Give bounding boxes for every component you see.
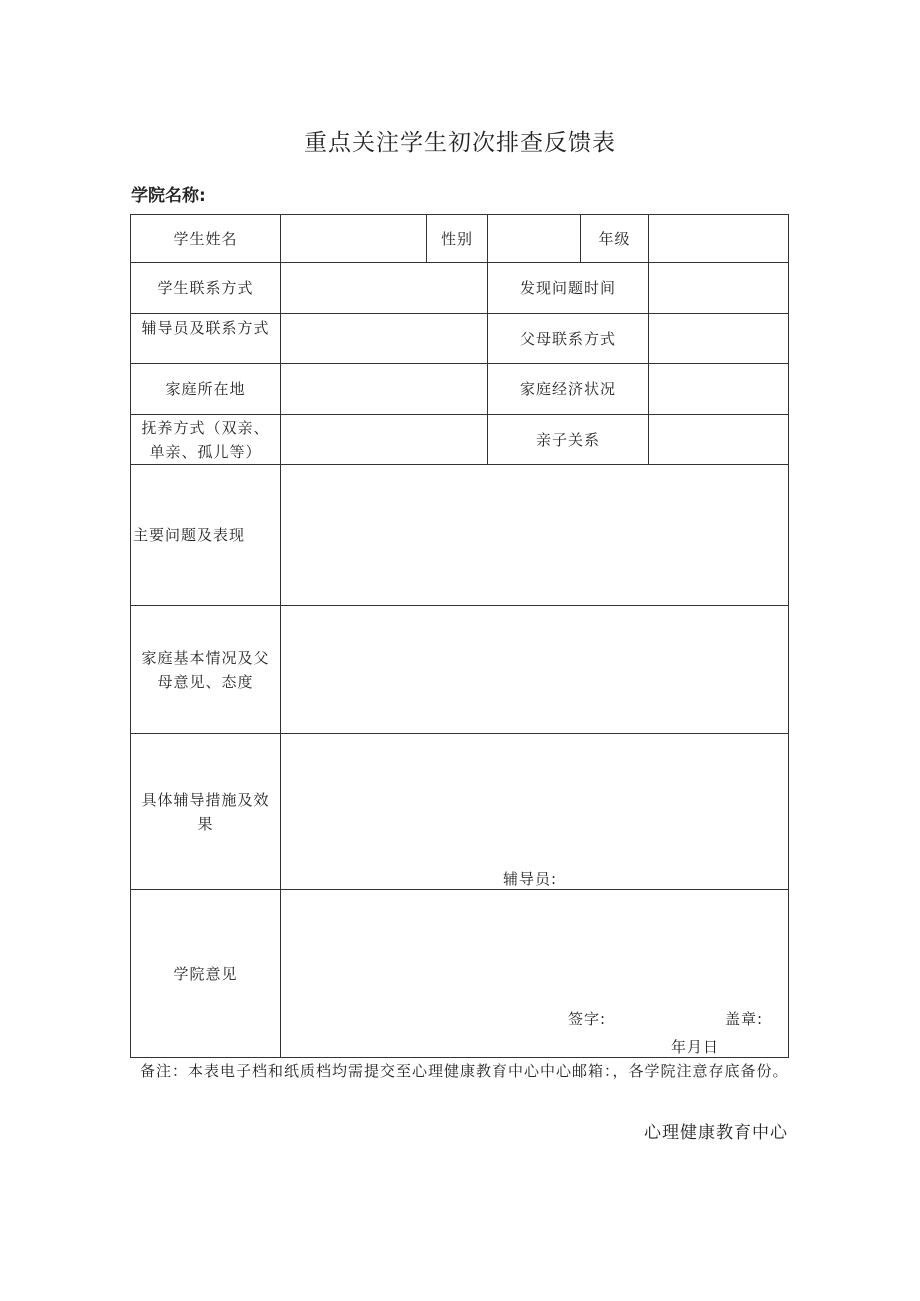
home-location-label: 家庭所在地 <box>131 364 281 415</box>
family-basic-label-line1: 家庭基本情况及父 <box>141 648 270 667</box>
grade-label: 年级 <box>581 215 649 263</box>
parent-child-relation-label: 亲子关系 <box>488 415 649 465</box>
student-contact-label: 学生联系方式 <box>131 263 281 314</box>
family-basic-field[interactable] <box>281 606 789 734</box>
main-issues-label: 主要问题及表现 <box>131 465 281 606</box>
gender-label: 性别 <box>427 215 488 263</box>
issuing-organization: 心理健康教育中心 <box>644 1123 788 1143</box>
date-label: 年月日 <box>671 1038 720 1056</box>
family-basic-label <box>131 606 281 734</box>
upbringing-label-line1: 抚养方式（双亲、 <box>141 418 270 437</box>
college-name-label: 学院名称: <box>131 186 206 206</box>
family-economy-field[interactable] <box>649 364 789 415</box>
measures-label-line1: 具体辅导措施及效 <box>141 790 270 809</box>
feedback-form-table <box>130 214 789 1058</box>
student-name-field[interactable] <box>281 215 427 263</box>
measures-label-line2: 果 <box>197 814 214 833</box>
college-opinion-label: 学院意见 <box>131 890 281 1058</box>
measures-label <box>131 734 281 890</box>
counselor-contact-field[interactable] <box>281 314 488 364</box>
footnote: 备注：本表电子档和纸质档均需提交至心理健康教育中心中心邮箱：，各学院注意存底备份。 <box>140 1062 789 1080</box>
grade-field[interactable] <box>649 215 789 263</box>
upbringing-label <box>131 415 281 465</box>
signature-label: 签字: <box>568 1010 607 1028</box>
seal-label: 盖章: <box>725 1010 764 1028</box>
measures-field[interactable] <box>281 734 789 890</box>
college-opinion-field[interactable] <box>281 890 789 1058</box>
parent-contact-label: 父母联系方式 <box>488 314 649 364</box>
student-name-label: 学生姓名 <box>131 215 281 263</box>
counselor-contact-label: 辅导员及联系方式 <box>131 314 281 364</box>
family-basic-label-line2: 母意见、态度 <box>157 672 254 691</box>
page-title: 重点关注学生初次排查反馈表 <box>304 130 616 156</box>
gender-field[interactable] <box>488 215 581 263</box>
upbringing-field[interactable] <box>281 415 488 465</box>
home-location-field[interactable] <box>281 364 488 415</box>
parent-child-relation-field[interactable] <box>649 415 789 465</box>
main-issues-field[interactable] <box>281 465 789 606</box>
counselor-signature-label: 辅导员: <box>503 870 558 888</box>
student-contact-field[interactable] <box>281 263 488 314</box>
parent-contact-field[interactable] <box>649 314 789 364</box>
upbringing-label-line2: 单亲、孤儿等） <box>149 442 262 461</box>
issue-time-field[interactable] <box>649 263 789 314</box>
issue-time-label: 发现问题时间 <box>488 263 649 314</box>
family-economy-label: 家庭经济状况 <box>488 364 649 415</box>
